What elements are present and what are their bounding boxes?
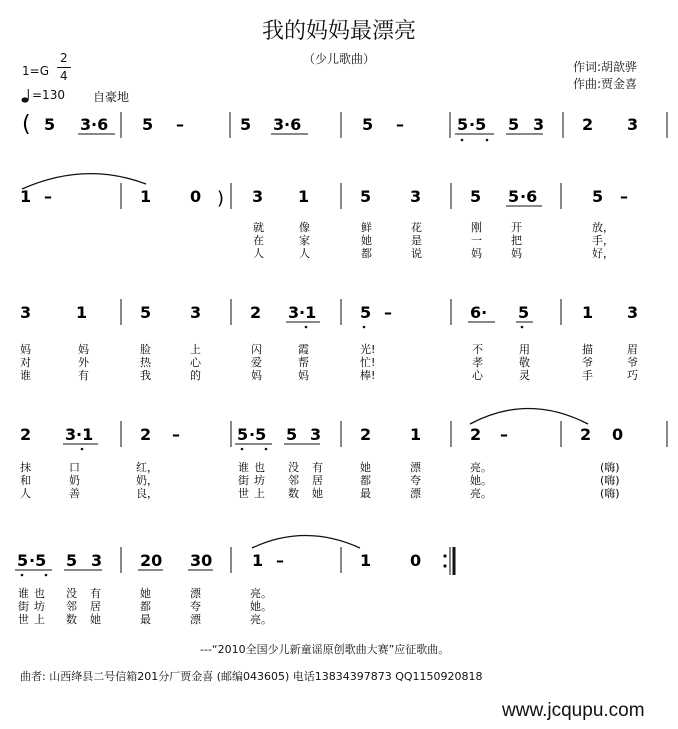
lyric: 没 — [288, 461, 299, 474]
lyric: 也 — [34, 587, 45, 600]
low-octave-dot — [81, 448, 84, 451]
lyric: 棒! — [360, 369, 376, 382]
lyric: 漂 — [190, 613, 201, 626]
lyric: 奶 — [69, 474, 80, 487]
lyric: 有 — [312, 461, 323, 474]
lyric: 闪 — [251, 343, 262, 356]
lyric: 奶， — [136, 474, 158, 487]
lyric: 人 — [299, 247, 310, 260]
low-octave-dot — [486, 139, 489, 142]
lyric: 她 — [140, 587, 151, 600]
note: 5 — [140, 303, 152, 322]
lyric: 上 — [190, 343, 201, 356]
note: 5 — [470, 187, 482, 206]
lyric: 像 — [299, 221, 310, 234]
lyric: 漂 — [410, 487, 421, 500]
note: 5 — [44, 115, 56, 134]
lyric: 人 — [253, 247, 264, 260]
lyric: 红， — [136, 461, 158, 474]
low-octave-dot — [461, 139, 464, 142]
note: 5 — [286, 425, 298, 444]
staff-row-5 — [15, 536, 454, 627]
lyric: 帮 — [298, 356, 309, 369]
note: 1 — [20, 187, 32, 206]
note: ·5 — [249, 425, 267, 444]
note: ·1 — [299, 303, 317, 322]
note: – — [172, 425, 180, 444]
lyric: 不 — [472, 343, 483, 356]
competition-footnote: ---“2010全国少儿新童谣原创歌曲大赛”应征歌曲。 — [200, 643, 450, 656]
lyric: 爷 — [627, 356, 638, 369]
note: 3 — [627, 115, 639, 134]
lyric: 良， — [136, 487, 158, 500]
lyric: 把 — [511, 234, 522, 247]
lyric: 妈 — [511, 247, 522, 260]
lyric: 妈 — [471, 247, 482, 260]
time-signature-top: 2 — [60, 51, 68, 65]
lyric: 居 — [90, 600, 101, 613]
lyric: 妈 — [298, 369, 309, 382]
note: ·1 — [76, 425, 94, 444]
lyric: 灵 — [519, 369, 530, 382]
lyric: 描 — [582, 343, 593, 356]
staff-row-3 — [20, 299, 638, 382]
lyric: 眉 — [627, 343, 638, 356]
note: 3 — [65, 425, 77, 444]
lyric: 也 — [254, 461, 265, 474]
lyric: 抹 — [20, 461, 31, 474]
lyric: 爱 — [251, 356, 262, 369]
lyric: 花 — [411, 221, 422, 234]
lyric: 坊 — [34, 600, 45, 613]
tie-arc — [470, 409, 588, 425]
lyric: 有 — [78, 369, 89, 382]
composer-contact: 曲者: 山西绛县二号信箱201分厂贾金喜 (邮编043605) 电话13834397873 QQ1150920818 — [20, 670, 483, 683]
low-octave-dot — [363, 326, 366, 329]
note: 2 — [580, 425, 592, 444]
note: 1 — [140, 187, 152, 206]
lyric: 最 — [140, 613, 151, 626]
lyric: 刚 — [471, 221, 482, 234]
lyric: 居 — [312, 474, 323, 487]
lyric: 她 — [361, 234, 372, 247]
low-octave-dot — [521, 326, 524, 329]
repeat-dot — [443, 554, 446, 557]
lyric: 邻 — [288, 474, 299, 487]
note: 5 — [360, 187, 372, 206]
song-subtitle: （少儿歌曲） — [302, 52, 375, 66]
note: 6· — [470, 303, 488, 322]
lyric: 街 — [18, 600, 29, 613]
note: – — [620, 187, 628, 206]
lyric: 心 — [472, 369, 483, 382]
note: 5 — [592, 187, 604, 206]
lyric: 妈 — [78, 343, 89, 356]
note: 5 — [360, 303, 372, 322]
note: 3 — [533, 115, 545, 134]
note: – — [384, 303, 392, 322]
note: – — [176, 115, 184, 134]
note: 1 — [582, 303, 594, 322]
note: 20 — [140, 551, 163, 570]
lyric: 亮。 — [470, 461, 492, 474]
low-octave-dot — [21, 574, 24, 577]
lyric: 说 — [411, 247, 422, 260]
lyric: 就 — [253, 221, 264, 234]
note: 3 — [627, 303, 639, 322]
note: 3 — [310, 425, 322, 444]
lyric: 谁 — [18, 587, 29, 600]
note: 5 — [66, 551, 78, 570]
note: 1 — [360, 551, 372, 570]
lyric: 忙! — [360, 356, 376, 369]
lyric: 口 — [69, 461, 80, 474]
lyric: 光! — [360, 343, 376, 356]
lyric: 她 — [312, 487, 323, 500]
lyricist-credit: 作词:胡歆骅 — [573, 60, 638, 74]
lyric: 数 — [66, 613, 77, 626]
lyric: 脸 — [140, 343, 151, 356]
lyric: 亮。 — [250, 613, 272, 626]
note: 2 — [360, 425, 372, 444]
note: 0 — [612, 425, 624, 444]
site-watermark: www.jcqupu.com — [502, 700, 645, 721]
note: 30 — [190, 551, 213, 570]
staff-row-2 — [20, 174, 628, 260]
lyric: 在 — [253, 234, 264, 247]
lyric: 谁 — [20, 369, 31, 382]
lyric: 没 — [66, 587, 77, 600]
lyric: 漂 — [410, 461, 421, 474]
song-title: 我的妈妈最漂亮 — [261, 19, 416, 44]
note: 2 — [470, 425, 482, 444]
lyric: 数 — [288, 487, 299, 500]
note: ·6 — [284, 115, 302, 134]
note: 3 — [80, 115, 92, 134]
note: 3 — [91, 551, 103, 570]
low-octave-dot — [305, 326, 308, 329]
note: 5 — [508, 187, 520, 206]
lyric: 亮。 — [470, 487, 492, 500]
note: 0 — [410, 551, 422, 570]
note: 2 — [140, 425, 152, 444]
lyric: 亮。 — [250, 587, 272, 600]
note: 5 — [457, 115, 469, 134]
low-octave-dot — [45, 574, 48, 577]
note: 5 — [508, 115, 520, 134]
lyric: 夸 — [190, 600, 201, 613]
lyric: 有 — [90, 587, 101, 600]
note: 2 — [20, 425, 32, 444]
note: 1 — [252, 551, 264, 570]
note: 3 — [20, 303, 32, 322]
tie-arc — [22, 174, 146, 189]
lyric: (嗨) — [600, 487, 620, 500]
lyric: 敬 — [519, 356, 530, 369]
lyric: 热 — [140, 356, 151, 369]
lyric: 世 — [18, 613, 29, 626]
note: ·5 — [469, 115, 487, 134]
note: 3 — [252, 187, 264, 206]
lyric: 都 — [360, 474, 371, 487]
note: 3 — [190, 303, 202, 322]
lyric: 她。 — [470, 474, 492, 487]
lyric: 人 — [20, 487, 31, 500]
lyric: (嗨) — [600, 474, 620, 487]
lyric: 她 — [90, 613, 101, 626]
note: 1 — [298, 187, 310, 206]
lyric: 和 — [20, 474, 31, 487]
lyric: 她。 — [250, 600, 272, 613]
note: – — [500, 425, 508, 444]
lyric: 一 — [471, 234, 482, 247]
repeat-open-paren: ( — [22, 112, 31, 137]
lyric: 最 — [360, 487, 371, 500]
lyric: 街 — [238, 474, 249, 487]
staff-row-4 — [20, 409, 667, 501]
expression-marking: 自豪地 — [93, 90, 130, 104]
note: 1 — [410, 425, 422, 444]
lyric: 邻 — [66, 600, 77, 613]
lyric: 用 — [519, 343, 530, 356]
lyric: 开 — [511, 221, 522, 234]
staff-row-1 — [22, 112, 667, 141]
lyric: 夸 — [410, 474, 421, 487]
lyric: 妈 — [20, 343, 31, 356]
note: 5 — [237, 425, 249, 444]
note: – — [396, 115, 404, 134]
time-signature-bottom: 4 — [60, 69, 68, 83]
lyric: 谁 — [238, 461, 249, 474]
note: 5 — [17, 551, 29, 570]
lyric: 鲜 — [361, 221, 372, 234]
low-octave-dot — [241, 448, 244, 451]
note: 2 — [250, 303, 262, 322]
lyric: 心 — [190, 356, 201, 369]
note: 0 — [190, 187, 202, 206]
lyric: 爷 — [582, 356, 593, 369]
note: 2 — [582, 115, 594, 134]
lyric: 放， — [592, 221, 614, 234]
lyric: 她 — [360, 461, 371, 474]
repeat-close-paren: ) — [217, 188, 225, 209]
note: – — [44, 187, 52, 206]
lyric: 都 — [361, 247, 372, 260]
note: ·5 — [29, 551, 47, 570]
key-signature: 1=G — [22, 64, 49, 78]
lyric: 世 — [238, 487, 249, 500]
note: 5 — [142, 115, 154, 134]
lyric: 的 — [190, 369, 201, 382]
note: ·6 — [91, 115, 109, 134]
tie-arc — [252, 536, 360, 549]
composer-credit: 作曲:贾金喜 — [573, 77, 638, 91]
lyric: (嗨) — [600, 461, 620, 474]
lyric: 上 — [34, 613, 45, 626]
lyric: 漂 — [190, 587, 201, 600]
lyric: 霞 — [298, 343, 309, 356]
note: – — [276, 551, 284, 570]
lyric: 都 — [140, 600, 151, 613]
lyric: 手 — [582, 369, 593, 382]
lyric: 手， — [592, 234, 614, 247]
lyric: 我 — [140, 369, 151, 382]
lyric: 家 — [299, 234, 310, 247]
note: 3 — [273, 115, 285, 134]
note: ·6 — [520, 187, 538, 206]
repeat-dot — [443, 564, 446, 567]
note: 5 — [240, 115, 252, 134]
lyric: 上 — [254, 487, 265, 500]
note: 1 — [76, 303, 88, 322]
lyric: 巧 — [627, 369, 638, 382]
note: 3 — [288, 303, 300, 322]
note: 3 — [410, 187, 422, 206]
tempo-marking: =130 — [32, 88, 65, 102]
lyric: 孝 — [472, 356, 483, 369]
lyric: 妈 — [251, 369, 262, 382]
low-octave-dot — [265, 448, 268, 451]
lyric: 善 — [69, 487, 80, 500]
lyric: 外 — [78, 356, 89, 369]
lyric: 是 — [411, 234, 422, 247]
lyric: 对 — [20, 356, 31, 369]
lyric: 坊 — [254, 474, 265, 487]
note: 5 — [362, 115, 374, 134]
note: 5 — [518, 303, 530, 322]
lyric: 好， — [592, 247, 614, 260]
